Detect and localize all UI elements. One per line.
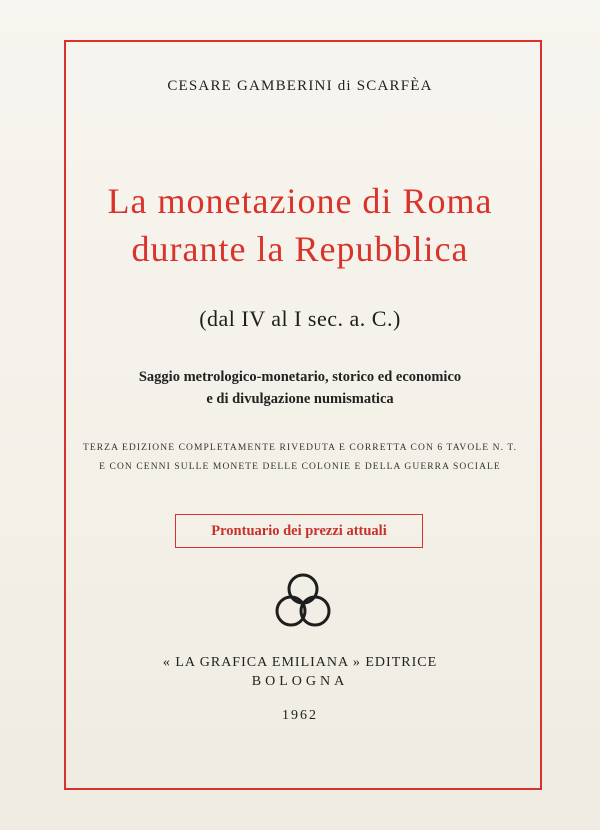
description-line-2: e di divulgazione numismatica — [206, 391, 394, 407]
title-line-2: durante la Repubblica — [131, 229, 469, 269]
title-line-1: La monetazione di Roma — [107, 181, 493, 221]
price-guide-box — [175, 514, 423, 548]
subtitle-period: (dal IV al I sec. a. C.) — [199, 306, 401, 331]
edition-note-line-2: E CON CENNI SULLE MONETE DELLE COLONIE E DELLA GUERRA SOCIALE — [99, 462, 501, 472]
publisher-city: BOLOGNA — [251, 674, 349, 689]
three-interlocking-rings-icon — [270, 570, 336, 636]
publisher-name: « LA GRAFICA EMILIANA » EDITRICE — [162, 655, 438, 670]
publication-year: 1962 — [282, 708, 318, 723]
price-guide-label: Prontuario dei prezzi attuali — [211, 522, 387, 539]
edition-note-line-1: TERZA EDIZIONE COMPLETAMENTE RIVEDUTA E CORRETTA CON 6 TAVOLE N. T. — [82, 443, 518, 453]
author-name: CESARE GAMBERINI di SCARFÈA — [167, 78, 433, 94]
description-line-1: Saggio metrologico-monetario, storico ed economico — [138, 369, 462, 385]
